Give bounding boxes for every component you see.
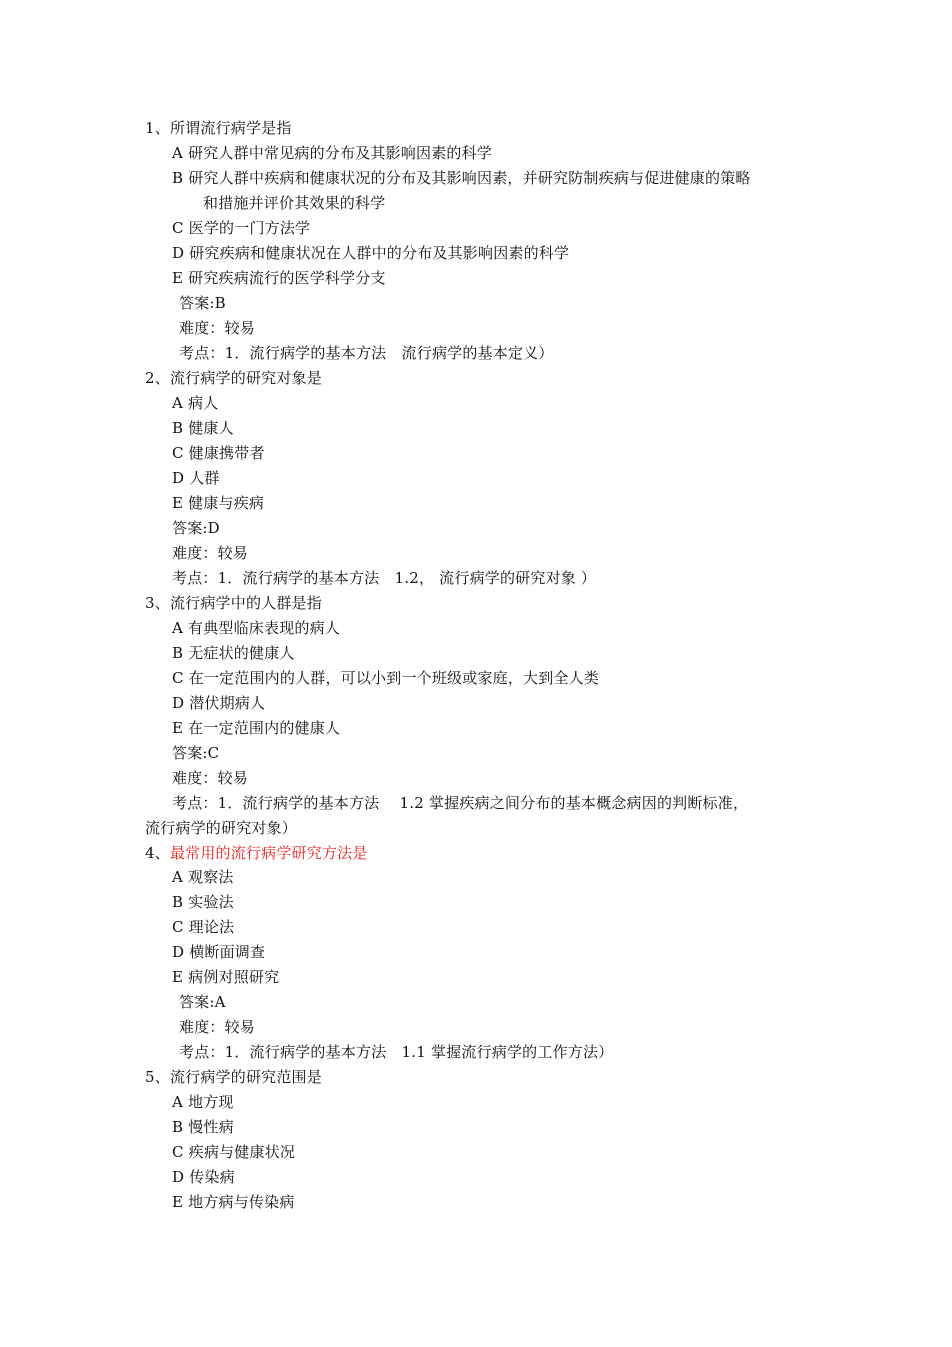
question-4-answer: 答案:A	[179, 993, 226, 1011]
question-4-option-e: E 病例对照研究	[172, 968, 280, 986]
question-3-stem	[145, 591, 322, 615]
question-number: 2、	[145, 369, 170, 387]
question-3-option-c: C 在一定范围内的人群，可以小到一个班级或家庭，大到全人类	[172, 669, 600, 687]
question-4-stem	[145, 841, 368, 865]
question-5-option-e: E 地方病与传染病	[172, 1193, 295, 1211]
question-3-topic: 考点：1．流行病学的基本方法 1.2 掌握疾病之间分布的基本概念病因的判断标准，	[172, 794, 749, 812]
question-2-option-d: D 人群	[172, 469, 220, 487]
question-2-option-b: B 健康人	[172, 419, 234, 437]
question-1-answer: 答案:B	[179, 294, 226, 312]
question-3-option-e: E 在一定范围内的健康人	[172, 719, 341, 737]
question-text: 流行病学的研究对象是	[169, 369, 322, 387]
question-3-option-b: B 无症状的健康人	[172, 644, 295, 662]
question-5-option-c: C 疾病与健康状况	[172, 1143, 296, 1161]
question-text: 流行病学中的人群是指	[169, 594, 322, 612]
question-3-option-d: D 潜伏期病人	[172, 694, 266, 712]
question-3-answer: 答案:C	[172, 744, 220, 762]
question-4-difficulty: 难度：较易	[179, 1018, 256, 1036]
question-1-stem	[145, 116, 292, 140]
question-text: 流行病学的研究范围是	[169, 1068, 322, 1086]
question-5-option-a: A 地方现	[172, 1093, 234, 1111]
question-5-option-b: B 慢性病	[172, 1118, 234, 1136]
question-1-option-d: D 研究疾病和健康状况在人群中的分布及其影响因素的科学	[172, 244, 570, 262]
question-1-option-b: B 研究人群中疾病和健康状况的分布及其影响因素，并研究防制疾病与促进健康的策略	[172, 169, 751, 187]
question-4-option-c: C 理论法	[172, 918, 235, 936]
question-4-option-a: A 观察法	[172, 868, 234, 886]
question-3-option-a: A 有典型临床表现的病人	[172, 619, 341, 637]
question-1-option-c: C 医学的一门方法学	[172, 219, 311, 237]
question-2-stem	[145, 366, 322, 390]
question-text: 所谓流行病学是指	[169, 119, 292, 137]
question-4-topic: 考点：1．流行病学的基本方法 1.1 掌握流行病学的工作方法）	[179, 1043, 614, 1061]
question-2-option-a: A 病人	[172, 394, 219, 412]
question-text-highlighted: 最常用的流行病学研究方法是	[169, 844, 368, 862]
question-number: 3、	[145, 594, 170, 612]
question-1-option-b-continued: 和措施并评价其效果的科学	[203, 194, 386, 212]
question-5-option-d: D 传染病	[172, 1168, 235, 1186]
question-number: 1、	[145, 119, 170, 137]
question-2-option-e: E 健康与疾病	[172, 494, 265, 512]
question-2-option-c: C 健康携带者	[172, 444, 265, 462]
question-3-difficulty: 难度：较易	[172, 769, 249, 787]
question-3-topic-continued: 流行病学的研究对象）	[145, 819, 298, 837]
question-number: 5、	[145, 1068, 170, 1086]
question-1-option-a: A 研究人群中常见病的分布及其影响因素的科学	[172, 144, 493, 162]
question-2-topic: 考点：1．流行病学的基本方法 1.2， 流行病学的研究对象 ）	[172, 569, 597, 587]
question-1-option-e: E 研究疾病流行的医学科学分支	[172, 269, 386, 287]
question-4-option-b: B 实验法	[172, 893, 234, 911]
question-5-stem	[145, 1065, 322, 1089]
question-4-option-d: D 横断面调查	[172, 943, 266, 961]
question-1-difficulty: 难度：较易	[179, 319, 256, 337]
question-2-difficulty: 难度：较易	[172, 544, 249, 562]
question-1-topic: 考点：1．流行病学的基本方法 流行病学的基本定义）	[179, 344, 554, 362]
question-2-answer: 答案:D	[172, 519, 220, 537]
question-number: 4、	[145, 844, 170, 862]
